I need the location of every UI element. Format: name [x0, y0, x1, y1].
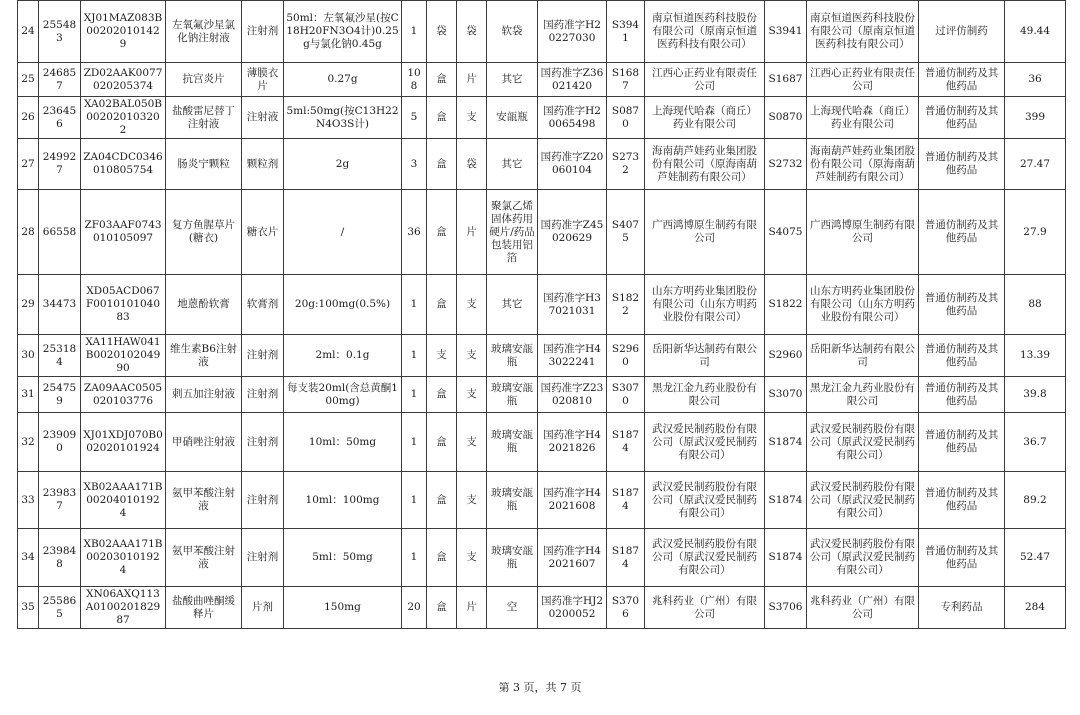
- table-cell-applicant: 岳阳新华达制药有限公司: [807, 335, 919, 377]
- table-cell-pack-unit: 盒: [427, 377, 457, 413]
- table-cell-applicant-code: S3706: [765, 587, 807, 629]
- table-cell-price: 89.2: [1005, 472, 1066, 529]
- table-cell-pack-unit: 盒: [427, 529, 457, 587]
- table-cell-pack-unit: 盒: [427, 190, 457, 275]
- table-cell-seq: 25: [18, 63, 39, 97]
- table-cell-applicant-code: S1874: [765, 413, 807, 472]
- table-cell-approval-number: 国药准字H20065498: [538, 97, 607, 139]
- table-cell-applicant: 武汉爱民制药股份有限公司（原武汉爱民制药有限公司）: [807, 529, 919, 587]
- table-cell-spec: 2g: [284, 139, 402, 190]
- table-cell-packaging: 其它: [487, 63, 538, 97]
- table-cell-category: 普通仿制药及其他药品: [919, 63, 1005, 97]
- table-cell-applicant-code: S1822: [765, 275, 807, 335]
- table-cell-code: XD05ACD067F001010104083: [81, 275, 166, 335]
- table-cell-packaging: 玻璃安瓿瓶: [487, 335, 538, 377]
- table-cell-dosage-form: 注射剂: [242, 529, 284, 587]
- table-cell-price: 27.9: [1005, 190, 1066, 275]
- table-cell-id: 255483: [39, 1, 81, 63]
- table-cell-dosage-form: 软膏剂: [242, 275, 284, 335]
- table-cell-pack-unit: 盒: [427, 275, 457, 335]
- table-cell-spec: /: [284, 190, 402, 275]
- table-cell-code: XN06AXQ113A010020182987: [81, 587, 166, 629]
- table-cell-drug-name: 氨甲苯酸注射液: [166, 529, 242, 587]
- table-row: [18, 413, 1066, 472]
- table-cell-spec: 150mg: [284, 587, 402, 629]
- table-cell-quantity: 1: [402, 377, 427, 413]
- table-cell-code: XB02AAA171B002030101924: [81, 529, 166, 587]
- table-cell-drug-name: 肠炎宁颗粒: [166, 139, 242, 190]
- table-cell-code: XB02AAA171B002040101924: [81, 472, 166, 529]
- table-cell-pack-unit: 盒: [427, 413, 457, 472]
- table-row: [18, 587, 1066, 629]
- table-cell-min-unit: 袋: [457, 139, 487, 190]
- table-cell-min-unit: 袋: [457, 1, 487, 63]
- table-cell-packaging: 玻璃安瓿瓶: [487, 377, 538, 413]
- table-row: [18, 1, 1066, 63]
- table-cell-code: XJ01XDJ070B002020101924: [81, 413, 166, 472]
- table-cell-drug-name: 刺五加注射液: [166, 377, 242, 413]
- table-cell-company-code: S2960: [607, 335, 645, 377]
- table-cell-code: XJ01MAZ083B002020101429: [81, 1, 166, 63]
- table-cell-code: XA11HAW041B002010204990: [81, 335, 166, 377]
- table-row: [18, 472, 1066, 529]
- table-cell-drug-name: 地蒽酚软膏: [166, 275, 242, 335]
- table-cell-category: 普通仿制药及其他药品: [919, 472, 1005, 529]
- table-cell-category: 过评仿制药: [919, 1, 1005, 63]
- table-cell-seq: 27: [18, 139, 39, 190]
- table-cell-manufacturer: 黑龙江金九药业股份有限公司: [645, 377, 765, 413]
- table-cell-company-code: S3941: [607, 1, 645, 63]
- table-cell-pack-unit: 支: [427, 335, 457, 377]
- table-cell-pack-unit: 袋: [427, 1, 457, 63]
- table-cell-pack-unit: 盒: [427, 139, 457, 190]
- table-cell-manufacturer: 武汉爱民制药股份有限公司（原武汉爱民制药有限公司）: [645, 472, 765, 529]
- table-cell-packaging: 空: [487, 587, 538, 629]
- table-cell-applicant-code: S1874: [765, 472, 807, 529]
- table-cell-min-unit: 支: [457, 335, 487, 377]
- table-cell-company-code: S0870: [607, 97, 645, 139]
- table-cell-packaging: 玻璃安瓿瓶: [487, 529, 538, 587]
- table-cell-min-unit: 支: [457, 97, 487, 139]
- table-cell-applicant: 武汉爱民制药股份有限公司（原武汉爱民制药有限公司）: [807, 472, 919, 529]
- table-cell-spec: 50ml：左氧氟沙星(按C18H20FN3O4计)0.25g与氯化钠0.45g: [284, 1, 402, 63]
- table-cell-manufacturer: 山东方明药业集团股份有限公司（山东方明药业股份有限公司）: [645, 275, 765, 335]
- table-cell-manufacturer: 岳阳新华达制药有限公司: [645, 335, 765, 377]
- table-cell-manufacturer: 海南葫芦娃药业集团股份有限公司（原海南葫芦娃制药有限公司）: [645, 139, 765, 190]
- table-cell-drug-name: 盐酸曲唑酮缓释片: [166, 587, 242, 629]
- table-cell-id: 236456: [39, 97, 81, 139]
- table-cell-spec: 2ml：0.1g: [284, 335, 402, 377]
- drug-list-table: [17, 0, 1066, 629]
- table-cell-seq: 24: [18, 1, 39, 63]
- table-cell-applicant: 广西鸿博原生制药有限公司: [807, 190, 919, 275]
- table-cell-min-unit: 片: [457, 63, 487, 97]
- table-cell-spec: 5ml：50mg: [284, 529, 402, 587]
- table-row: [18, 529, 1066, 587]
- table-cell-spec: 10ml：50mg: [284, 413, 402, 472]
- table-cell-manufacturer: 江西心正药业有限责任公司: [645, 63, 765, 97]
- table-cell-min-unit: 支: [457, 472, 487, 529]
- table-cell-drug-name: 维生素B6注射液: [166, 335, 242, 377]
- table-cell-seq: 32: [18, 413, 39, 472]
- table-cell-applicant-code: S3941: [765, 1, 807, 63]
- table-cell-approval-number: 国药准字H43022241: [538, 335, 607, 377]
- table-cell-code: ZA09AAC0505020103776: [81, 377, 166, 413]
- table-row: [18, 63, 1066, 97]
- table-cell-category: 普通仿制药及其他药品: [919, 190, 1005, 275]
- table-cell-price: 36.7: [1005, 413, 1066, 472]
- table-cell-id: 239837: [39, 472, 81, 529]
- table-cell-approval-number: 国药准字Z23020810: [538, 377, 607, 413]
- table-cell-seq: 31: [18, 377, 39, 413]
- table-cell-quantity: 20: [402, 587, 427, 629]
- table-cell-company-code: S2732: [607, 139, 645, 190]
- table-cell-applicant-code: S1687: [765, 63, 807, 97]
- table-cell-applicant-code: S1874: [765, 529, 807, 587]
- table-cell-pack-unit: 盒: [427, 63, 457, 97]
- table-cell-quantity: 108: [402, 63, 427, 97]
- table-cell-applicant-code: S3070: [765, 377, 807, 413]
- table-cell-applicant: 兆科药业（广州）有限公司: [807, 587, 919, 629]
- table-cell-dosage-form: 注射液: [242, 97, 284, 139]
- table-cell-dosage-form: 注射剂: [242, 472, 284, 529]
- table-cell-approval-number: 国药准字H42021826: [538, 413, 607, 472]
- table-cell-price: 39.8: [1005, 377, 1066, 413]
- table-cell-min-unit: 片: [457, 587, 487, 629]
- table-cell-applicant: 武汉爱民制药股份有限公司（原武汉爱民制药有限公司）: [807, 413, 919, 472]
- table-cell-category: 普通仿制药及其他药品: [919, 97, 1005, 139]
- table-cell-quantity: 1: [402, 529, 427, 587]
- table-cell-code: ZD02AAK0077020205374: [81, 63, 166, 97]
- table-cell-company-code: S1874: [607, 529, 645, 587]
- table-cell-category: 普通仿制药及其他药品: [919, 275, 1005, 335]
- table-cell-approval-number: 国药准字Z45020629: [538, 190, 607, 275]
- table-cell-category: 普通仿制药及其他药品: [919, 529, 1005, 587]
- table-cell-seq: 29: [18, 275, 39, 335]
- table-cell-manufacturer: 武汉爱民制药股份有限公司（原武汉爱民制药有限公司）: [645, 529, 765, 587]
- table-cell-approval-number: 国药准字H20227030: [538, 1, 607, 63]
- table-cell-seq: 26: [18, 97, 39, 139]
- table-cell-min-unit: 支: [457, 275, 487, 335]
- table-cell-dosage-form: 注射剂: [242, 377, 284, 413]
- table-cell-approval-number: 国药准字H42021607: [538, 529, 607, 587]
- page-footer: 第 3 页，共 7 页: [498, 681, 582, 694]
- table-cell-company-code: S1874: [607, 472, 645, 529]
- table-cell-id: 34473: [39, 275, 81, 335]
- table-cell-price: 88: [1005, 275, 1066, 335]
- table-cell-id: 239090: [39, 413, 81, 472]
- table-cell-packaging: 玻璃安瓿瓶: [487, 413, 538, 472]
- table-cell-spec: 5ml:50mg(按C13H22N4O3S计): [284, 97, 402, 139]
- table-cell-id: 66558: [39, 190, 81, 275]
- table-cell-drug-name: 氨甲苯酸注射液: [166, 472, 242, 529]
- table-row: [18, 335, 1066, 377]
- table-cell-approval-number: 国药准字Z20060104: [538, 139, 607, 190]
- table-cell-dosage-form: 糖衣片: [242, 190, 284, 275]
- table-cell-quantity: 3: [402, 139, 427, 190]
- table-cell-dosage-form: 薄膜衣片: [242, 63, 284, 97]
- table-cell-seq: 30: [18, 335, 39, 377]
- table-cell-approval-number: 国药准字H37021031: [538, 275, 607, 335]
- table-cell-dosage-form: 颗粒剂: [242, 139, 284, 190]
- table-cell-id: 254759: [39, 377, 81, 413]
- table-cell-applicant-code: S2732: [765, 139, 807, 190]
- table-cell-packaging: 其它: [487, 139, 538, 190]
- table-cell-drug-name: 盐酸雷尼替丁注射液: [166, 97, 242, 139]
- table-cell-packaging: 软袋: [487, 1, 538, 63]
- table-row: [18, 275, 1066, 335]
- table-cell-manufacturer: 武汉爱民制药股份有限公司（原武汉爱民制药有限公司）: [645, 413, 765, 472]
- table-cell-applicant: 南京恒道医药科技股份有限公司（原南京恒道医药科技有限公司）: [807, 1, 919, 63]
- table-cell-packaging: 玻璃安瓿瓶: [487, 472, 538, 529]
- table-cell-id: 255865: [39, 587, 81, 629]
- table-cell-pack-unit: 盒: [427, 97, 457, 139]
- table-cell-approval-number: 国药准字H42021608: [538, 472, 607, 529]
- table-cell-seq: 34: [18, 529, 39, 587]
- table-cell-company-code: S3706: [607, 587, 645, 629]
- table-cell-approval-number: 国药准字Z36021420: [538, 63, 607, 97]
- table-cell-price: 52.47: [1005, 529, 1066, 587]
- table-cell-manufacturer: 上海现代哈森（商丘）药业有限公司: [645, 97, 765, 139]
- table-cell-category: 专利药品: [919, 587, 1005, 629]
- table-cell-applicant-code: S0870: [765, 97, 807, 139]
- table-cell-company-code: S1874: [607, 413, 645, 472]
- table-cell-company-code: S3070: [607, 377, 645, 413]
- table-cell-id: 253184: [39, 335, 81, 377]
- table-cell-pack-unit: 盒: [427, 587, 457, 629]
- table-cell-code: ZA04CDC0346010805754: [81, 139, 166, 190]
- table-cell-dosage-form: 注射剂: [242, 413, 284, 472]
- table-cell-category: 普通仿制药及其他药品: [919, 335, 1005, 377]
- table-cell-packaging: 聚氯乙烯固体药用硬片/药品包装用铝箔: [487, 190, 538, 275]
- table-cell-code: ZF03AAF0743010105097: [81, 190, 166, 275]
- table-cell-applicant: 黑龙江金九药业股份有限公司: [807, 377, 919, 413]
- table-cell-seq: 35: [18, 587, 39, 629]
- table-cell-spec: 0.27g: [284, 63, 402, 97]
- table-cell-price: 399: [1005, 97, 1066, 139]
- table-cell-packaging: 其它: [487, 275, 538, 335]
- table-cell-price: 27.47: [1005, 139, 1066, 190]
- table-cell-approval-number: 国药准字HJ20200052: [538, 587, 607, 629]
- table-cell-applicant: 海南葫芦娃药业集团股份有限公司（原海南葫芦娃制药有限公司）: [807, 139, 919, 190]
- table-cell-manufacturer: 广西鸿博原生制药有限公司: [645, 190, 765, 275]
- table-cell-quantity: 36: [402, 190, 427, 275]
- table-cell-quantity: 1: [402, 335, 427, 377]
- table-cell-drug-name: 复方鱼腥草片(糖衣): [166, 190, 242, 275]
- table-cell-code: XA02BAL050B002020103202: [81, 97, 166, 139]
- table-row: [18, 377, 1066, 413]
- table-cell-packaging: 安瓿瓶: [487, 97, 538, 139]
- table-cell-quantity: 5: [402, 97, 427, 139]
- table-cell-min-unit: 支: [457, 377, 487, 413]
- table-cell-quantity: 1: [402, 413, 427, 472]
- table-cell-applicant: 山东方明药业集团股份有限公司（山东方明药业股份有限公司）: [807, 275, 919, 335]
- table-cell-drug-name: 左氧氟沙星氯化钠注射液: [166, 1, 242, 63]
- table-cell-spec: 20g:100mg(0.5%): [284, 275, 402, 335]
- table-cell-min-unit: 支: [457, 529, 487, 587]
- table-cell-price: 284: [1005, 587, 1066, 629]
- table-cell-quantity: 1: [402, 472, 427, 529]
- table-row: [18, 190, 1066, 275]
- table-cell-seq: 33: [18, 472, 39, 529]
- table-cell-dosage-form: 注射剂: [242, 1, 284, 63]
- table-body: [18, 1, 1066, 629]
- table-cell-company-code: S1687: [607, 63, 645, 97]
- table-cell-applicant: 江西心正药业有限责任公司: [807, 63, 919, 97]
- table-cell-category: 普通仿制药及其他药品: [919, 377, 1005, 413]
- table-cell-pack-unit: 盒: [427, 472, 457, 529]
- table-cell-price: 13.39: [1005, 335, 1066, 377]
- table-cell-dosage-form: 注射剂: [242, 335, 284, 377]
- table-cell-manufacturer: 兆科药业（广州）有限公司: [645, 587, 765, 629]
- table-cell-category: 普通仿制药及其他药品: [919, 413, 1005, 472]
- table-cell-min-unit: 支: [457, 413, 487, 472]
- table-cell-manufacturer: 南京恒道医药科技股份有限公司（原南京恒道医药科技有限公司）: [645, 1, 765, 63]
- table-cell-price: 36: [1005, 63, 1066, 97]
- table-cell-applicant-code: S2960: [765, 335, 807, 377]
- table-cell-applicant: 上海现代哈森（商丘）药业有限公司: [807, 97, 919, 139]
- table-cell-id: 249927: [39, 139, 81, 190]
- table-cell-spec: 10ml：100mg: [284, 472, 402, 529]
- table-row: [18, 97, 1066, 139]
- table-cell-price: 49.44: [1005, 1, 1066, 63]
- table-cell-applicant-code: S4075: [765, 190, 807, 275]
- table-cell-id: 239848: [39, 529, 81, 587]
- table-cell-company-code: S1822: [607, 275, 645, 335]
- table-cell-category: 普通仿制药及其他药品: [919, 139, 1005, 190]
- table-row: [18, 139, 1066, 190]
- table-cell-id: 246857: [39, 63, 81, 97]
- table-cell-company-code: S4075: [607, 190, 645, 275]
- table-cell-dosage-form: 片剂: [242, 587, 284, 629]
- table-cell-seq: 28: [18, 190, 39, 275]
- table-cell-quantity: 1: [402, 275, 427, 335]
- table-cell-min-unit: 片: [457, 190, 487, 275]
- table-cell-quantity: 1: [402, 1, 427, 63]
- table-cell-drug-name: 甲硝唑注射液: [166, 413, 242, 472]
- table-cell-drug-name: 抗宫炎片: [166, 63, 242, 97]
- table-cell-spec: 每支装20ml(含总黄酮100mg): [284, 377, 402, 413]
